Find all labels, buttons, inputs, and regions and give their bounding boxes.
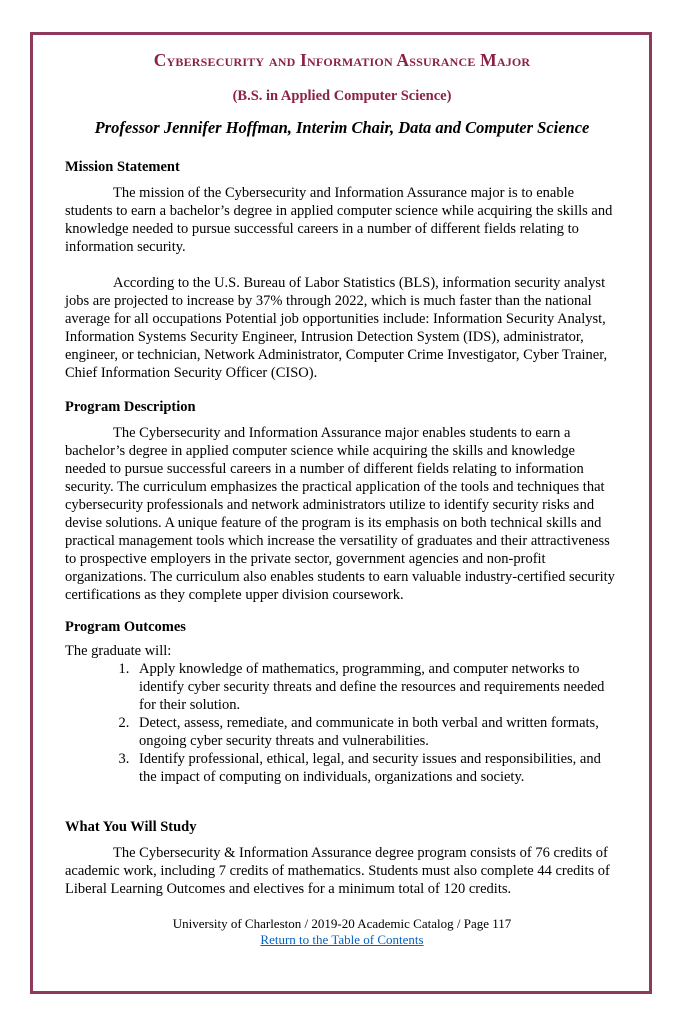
page-title: Cybersecurity and Information Assurance Major xyxy=(153,50,531,70)
outcome-item-2: 2. Detect, assess, remediate, and communicate in both verbal and written formats, ongoing cyber security threats and vulnerabilities. xyxy=(133,714,619,750)
program-outcomes-intro: The graduate will: xyxy=(65,643,172,659)
return-to-toc-link[interactable]: Return to the Table of Contents xyxy=(260,932,424,947)
what-you-will-study-paragraph: The Cybersecurity & Information Assurance degree program consists of 76 credits of academic work, including 7 credits of mathematics. Students must also complete 44 credits of Liberal Learning Outcomes and electives for a minimum total of 120 credits. xyxy=(65,845,610,897)
section-heading-program-description: Program Description xyxy=(65,399,196,415)
mission-paragraph-2: According to the U.S. Bureau of Labor Statistics (BLS), information security analyst jobs are projected to increase by 37% through 2022, which is much faster than the national average for all occupations Potential job opportunities include: Information Security Analyst, Information Systems Security Engineer, Intrusion Detection System (IDS), administrator, engineer, or technician, Network Administrator, Computer Crime Investigator, Cyber Trainer, Chief Information Security Officer (CISO). xyxy=(65,275,608,381)
section-heading-mission-statement: Mission Statement xyxy=(65,159,180,175)
mission-paragraph-1: The mission of the Cybersecurity and Information Assurance major is to enable students to earn a bachelor’s degree in applied computer science while acquiring the skills and knowledge needed to pursue successful careers in a number of different fields relating to information security. xyxy=(65,185,613,255)
page-subtitle: (B.S. in Applied Computer Science) xyxy=(232,88,452,104)
page-border xyxy=(30,32,652,994)
section-heading-program-outcomes: Program Outcomes xyxy=(65,619,186,635)
chair-byline: Professor Jennifer Hoffman, Interim Chair, Data and Computer Science xyxy=(94,118,590,137)
section-heading-what-you-will-study: What You Will Study xyxy=(65,819,197,835)
program-outcomes-list xyxy=(105,660,619,786)
footer-catalog-line: University of Charleston / 2019-20 Academic Catalog / Page 117 xyxy=(172,916,512,931)
outcome-item-1: 1. Apply knowledge of mathematics, programming, and computer networks to identify cyber security threats and define the resources and requirements needed for their solution. xyxy=(133,660,619,714)
program-description-paragraph: The Cybersecurity and Information Assurance major enables students to earn a bachelor’s degree in applied computer science while acquiring the skills and knowledge needed to pursue successful careers in a number of different fields relating to information security. The curriculum emphasizes the practical application of the tools and techniques that cybersecurity professionals and network administrators utilize to identify security risks and devise solutions. A unique feature of the program is its emphasis on both technical skills and practical management tools which increase the versatility of graduates and their attractiveness to prospective employers in the private sector, government agencies and non-profit organizations. The curriculum also enables students to earn valuable industry-certified security certifications as they complete upper division coursework. xyxy=(65,425,615,603)
outcome-item-3: 3. Identify professional, ethical, legal, and security issues and responsibilities, and the impact of computing on individuals, organizations and society. xyxy=(133,750,619,786)
